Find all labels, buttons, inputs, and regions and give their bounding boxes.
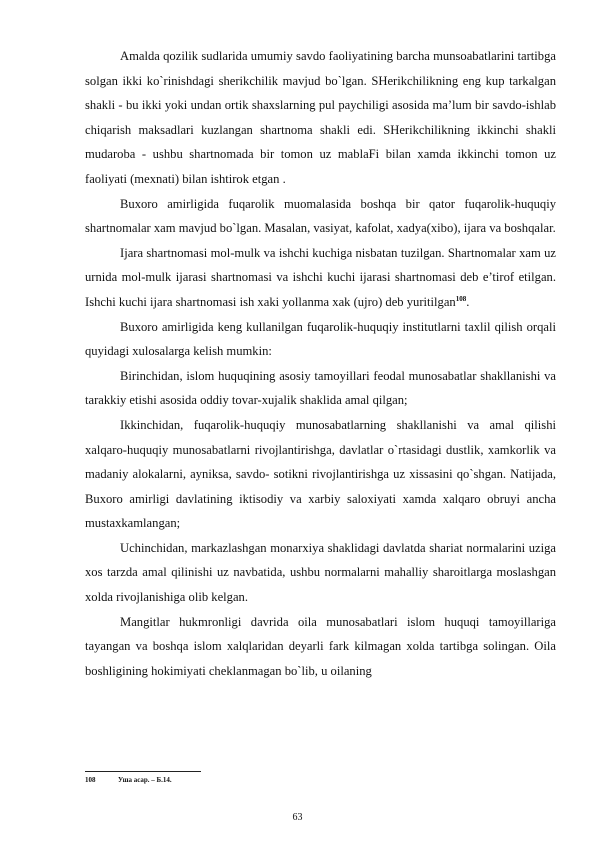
- paragraph-ijara-text: Ijara shartnomasi mol-mulk va ishchi kuchiga nisbatan tuzilgan. Shartnomalar xam uz urnida mol-mulk ijarasi shartnomasi va ishchi kuchi ijarasi shartnomasi deb e’tirof etilgan. Ishchi kuchi ijara shartnomasi ish xaki yollanma xak (ujro) deb yuritilgan: [85, 245, 556, 309]
- footnote-number: 108: [85, 776, 96, 784]
- footnote-text: Уша асар. – Б.14.: [118, 776, 172, 784]
- paragraph-xulosalar: Buxoro amirligida keng kullanilgan fuqarolik-huquqiy institutlarni taxlil qilish orqali quyidagi xulosalarga kelish mumkin:: [85, 319, 556, 359]
- body-text: [85, 44, 556, 683]
- paragraph-shartnomalar: Buxoro amirligida fuqarolik muomalasida boshqa bir qator fuqarolik-huquqiy shartnomalar xam mavjud bo`lgan. Masalan, vasiyat, kafolat, xadya(xibo), ijara va boshqalar.: [85, 196, 556, 236]
- paragraph-ijara: [85, 241, 556, 315]
- footnote-divider: [85, 771, 201, 772]
- footnote: [85, 775, 556, 785]
- paragraph-sherikchilik: Amalda qozilik sudlarida umumiy savdo faoliyatining barcha munsoabatlarini tartibga solgan ikki ko`rinishdagi sherikchilik mavjud bo`lgan. SHerikchilikning eng kup tarkalgan shakli - bu ikki yoki undan ortik shaxslarning pul paychiligi asosida ma’lum bir savdo-ishlab chiqarish maksadlari kuzlangan shartnoma shakli edi. SHerikchilikning ikkinchi shakli mudaroba - ushbu shartnomada bir tomon uz mablaFi bilan xamda ikkinchi tomon uz faoliyati (mexnati) bilan ishtirok etgan .: [85, 49, 556, 186]
- paragraph-ikkinchidan: Ikkinchidan, fuqarolik-huquqiy munosabatlarning shakllanishi va amal qilishi xalqaro-huquqiy munosabatlarni rivojlantirishga, davlatlar o`rtasidagi dustlik, xamkorlik va madaniy alokalarni, ayniksa, savdo- sotikni rivojlantirishga uz xissasini qo`shgan. Natijada, Buxoro amirligi davlatining iktisodiy va xarbiy saloxiyati xamda xalqaro obruyi ancha mustaxkamlangan;: [85, 417, 556, 531]
- paragraph-mangitlar: Mangitlar hukmronligi davrida oila munosabatlari islom huquqi tamoyillariga tayangan va boshqa islom xalqlaridan deyarli fark kilmagan xolda tartibga solingan. Oila boshligining hokimiyati cheklanmagan bo`lib, u oilaning: [85, 614, 556, 678]
- footnote-reference[interactable]: 108: [455, 294, 467, 303]
- paragraph-uchinchidan: Uchinchidan, markazlashgan monarxiya shaklidagi davlatda shariat normalarini uziga xos tarzda amal qilinishi uz navbatida, ushbu normalarni mahalliy sharoitlarga moslashgan xolda rivojlanishiga olib kelgan.: [85, 540, 556, 605]
- paragraph-birinchidan: Birinchidan, islom huquqining asosiy tamoyillari feodal munosabatlar shakllanishi va tarakkiy etishi asosida oddiy tovar-xujalik shaklida amal qilgan;: [85, 368, 556, 408]
- page-number: 63: [292, 812, 303, 823]
- paragraph-ijara-tail: .: [466, 294, 470, 309]
